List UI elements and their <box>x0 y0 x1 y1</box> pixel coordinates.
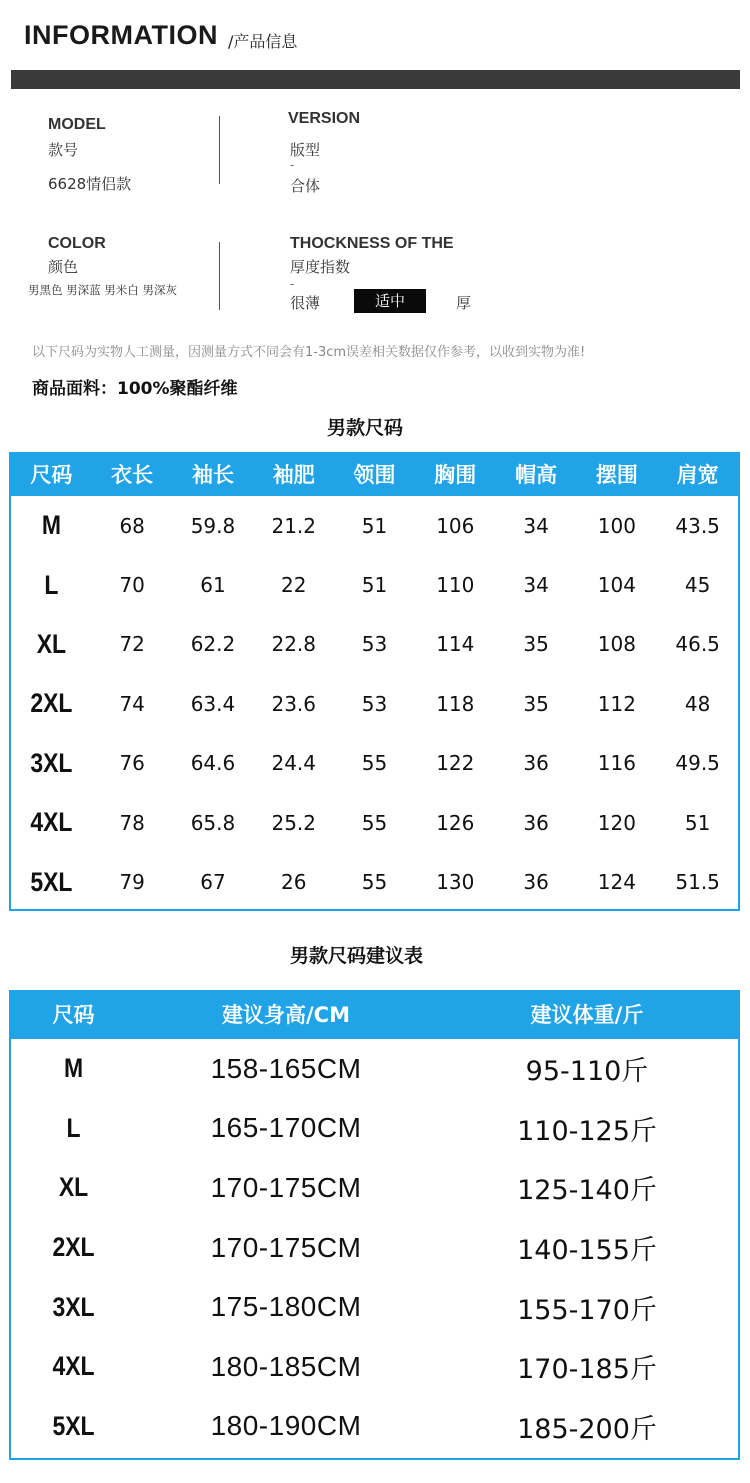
thickness-label-cn: 厚度指数 <box>290 258 351 276</box>
table-cell: 45 <box>684 573 711 598</box>
model-label-cn: 款号 <box>48 141 79 159</box>
table-cell: 51 <box>361 573 388 598</box>
thickness-option-thick: 厚 <box>456 294 472 312</box>
table-cell: 70 <box>119 573 145 598</box>
thickness-option-thin: 很薄 <box>290 294 321 312</box>
color-value: 男黑色 男深蓝 男米白 男深灰 <box>28 283 177 297</box>
table-cell: 43.5 <box>675 513 720 538</box>
table-cell: 120 <box>597 810 636 835</box>
suggest-table-title: 男款尺码建议表 <box>290 945 424 967</box>
table-row <box>11 674 738 733</box>
table-row <box>11 1099 738 1159</box>
table-cell: 124 <box>597 870 636 895</box>
header-cell: 袖长 <box>191 463 234 487</box>
size-cell: L <box>44 569 59 600</box>
size-table <box>9 452 740 911</box>
height-cell: 180-190CM <box>210 1410 362 1442</box>
height-cell: 175-180CM <box>210 1291 362 1323</box>
table-row <box>11 555 738 614</box>
weight-cell: 185-200斤 <box>517 1413 657 1445</box>
size-cell: 4XL <box>30 807 73 838</box>
size-cell: 5XL <box>30 866 73 897</box>
weight-cell: 140-155斤 <box>517 1235 657 1267</box>
table-cell: 34 <box>523 573 549 598</box>
header-cell: 摆围 <box>595 463 638 487</box>
header-divider-bar <box>11 70 740 89</box>
table-row <box>11 734 738 793</box>
header-cell: 袖肥 <box>272 463 315 487</box>
table-row <box>11 1397 738 1457</box>
table-cell: 51.5 <box>675 870 720 895</box>
table-cell: 21.2 <box>271 513 316 538</box>
table-cell: 51 <box>684 810 711 835</box>
weight-cell: 170-185斤 <box>517 1354 657 1386</box>
table-cell: 59.8 <box>190 513 236 538</box>
table-cell: 22 <box>281 573 307 598</box>
table-cell: 104 <box>597 573 636 598</box>
table-cell: 116 <box>597 751 636 776</box>
table-cell: 114 <box>436 632 475 657</box>
table-cell: 65.8 <box>190 810 236 835</box>
table-row <box>11 615 738 674</box>
height-cell: 170-175CM <box>210 1231 362 1263</box>
header-cell: 肩宽 <box>676 463 719 487</box>
table-cell: 46.5 <box>675 632 720 657</box>
table-cell: 64.6 <box>190 751 236 776</box>
table-row <box>11 1039 738 1099</box>
suggest-table-header <box>11 992 738 1039</box>
table-cell: 36 <box>523 870 549 895</box>
weight-cell: 125-140斤 <box>517 1175 657 1207</box>
table-cell: 68 <box>119 513 145 538</box>
table-cell: 118 <box>436 691 475 716</box>
header-cell: 衣长 <box>111 463 154 487</box>
suggest-table <box>9 990 740 1460</box>
size-cell: L <box>66 1112 81 1143</box>
table-cell: 72 <box>119 632 145 657</box>
table-cell: 55 <box>361 810 388 835</box>
weight-cell: 95-110斤 <box>525 1056 649 1088</box>
fabric-info: 商品面料：100%聚酯纤维 <box>32 379 238 399</box>
table-row <box>11 1277 738 1337</box>
table-cell: 53 <box>361 691 388 716</box>
version-label: VERSION <box>288 110 361 127</box>
header-cell: 帽高 <box>515 463 558 487</box>
table-cell: 51 <box>361 513 388 538</box>
table-cell: 63.4 <box>190 691 236 716</box>
size-table-header <box>11 454 738 496</box>
size-cell: 2XL <box>52 1232 95 1263</box>
table-cell: 22.8 <box>271 632 316 657</box>
measurement-note: 以下尺码为实物人工测量，因测量方式不同会有1-3cm误差相关数据仅作参考，以收到实物为准! <box>32 345 586 360</box>
color-label: COLOR <box>48 235 106 252</box>
table-cell: 112 <box>597 691 636 716</box>
model-divider <box>219 116 220 184</box>
size-cell: 3XL <box>30 747 73 778</box>
model-label: MODEL <box>48 116 106 133</box>
table-cell: 106 <box>436 513 475 538</box>
table-cell: 34 <box>523 513 549 538</box>
size-cell: 2XL <box>30 688 73 719</box>
header-cell: 领围 <box>353 463 396 487</box>
table-cell: 49.5 <box>675 751 720 776</box>
table-cell: 24.4 <box>271 751 316 776</box>
table-cell: 74 <box>119 691 145 716</box>
color-label-cn: 颜色 <box>48 258 79 276</box>
size-cell: XL <box>36 628 67 659</box>
table-cell: 48 <box>684 691 711 716</box>
table-cell: 36 <box>523 751 549 776</box>
suggest-table-body <box>11 1039 738 1456</box>
version-dash: - <box>290 158 295 172</box>
table-row <box>11 793 738 852</box>
height-cell: 165-170CM <box>210 1112 362 1144</box>
table-cell: 35 <box>523 691 549 716</box>
table-row <box>11 1337 738 1397</box>
table-cell: 79 <box>119 870 145 895</box>
table-row <box>11 496 738 555</box>
weight-cell: 155-170斤 <box>517 1294 657 1326</box>
table-cell: 67 <box>200 870 226 895</box>
table-cell: 36 <box>523 810 549 835</box>
size-cell: 3XL <box>52 1291 95 1322</box>
table-cell: 76 <box>119 751 145 776</box>
table-cell: 78 <box>119 810 145 835</box>
table-cell: 25.2 <box>271 810 316 835</box>
size-cell: XL <box>58 1172 89 1203</box>
table-cell: 55 <box>361 870 388 895</box>
table-cell: 35 <box>523 632 549 657</box>
thickness-option-medium-selected: 适中 <box>354 289 426 313</box>
version-value: 合体 <box>290 177 321 195</box>
header-cell: 尺码 <box>52 1003 95 1027</box>
table-cell: 130 <box>436 870 475 895</box>
table-row <box>11 1158 738 1218</box>
thickness-dash: - <box>290 277 295 291</box>
weight-cell: 110-125斤 <box>517 1115 657 1147</box>
header-cell: 建议体重/斤 <box>530 1003 644 1027</box>
table-cell: 126 <box>436 810 475 835</box>
header-cell: 尺码 <box>30 463 73 487</box>
size-cell: M <box>63 1053 84 1084</box>
table-cell: 122 <box>436 751 475 776</box>
model-value: 6628情侣款 <box>48 175 132 193</box>
page-title: INFORMATION <box>24 20 218 50</box>
version-label-cn: 版型 <box>290 141 321 159</box>
color-divider <box>219 242 220 310</box>
size-cell: 4XL <box>52 1351 95 1382</box>
table-row <box>11 1218 738 1278</box>
size-table-title: 男款尺码 <box>327 417 404 439</box>
table-cell: 55 <box>361 751 388 776</box>
size-cell: M <box>41 510 61 541</box>
size-table-body <box>11 496 738 912</box>
height-cell: 180-185CM <box>210 1350 362 1382</box>
table-cell: 61 <box>200 573 226 598</box>
table-cell: 23.6 <box>271 691 316 716</box>
header-cell: 胸围 <box>434 463 477 487</box>
table-cell: 62.2 <box>190 632 236 657</box>
height-cell: 158-165CM <box>210 1052 362 1084</box>
table-cell: 26 <box>281 870 307 895</box>
table-cell: 110 <box>436 573 475 598</box>
thickness-label: THOCKNESS OF THE <box>290 235 454 252</box>
header-cell: 建议身高/CM <box>222 1003 350 1027</box>
table-cell: 108 <box>597 632 636 657</box>
table-cell: 100 <box>597 513 636 538</box>
size-cell: 5XL <box>52 1410 95 1441</box>
table-cell: 53 <box>361 632 388 657</box>
page-subtitle: /产品信息 <box>228 32 298 51</box>
table-row <box>11 852 738 911</box>
height-cell: 170-175CM <box>210 1171 362 1203</box>
